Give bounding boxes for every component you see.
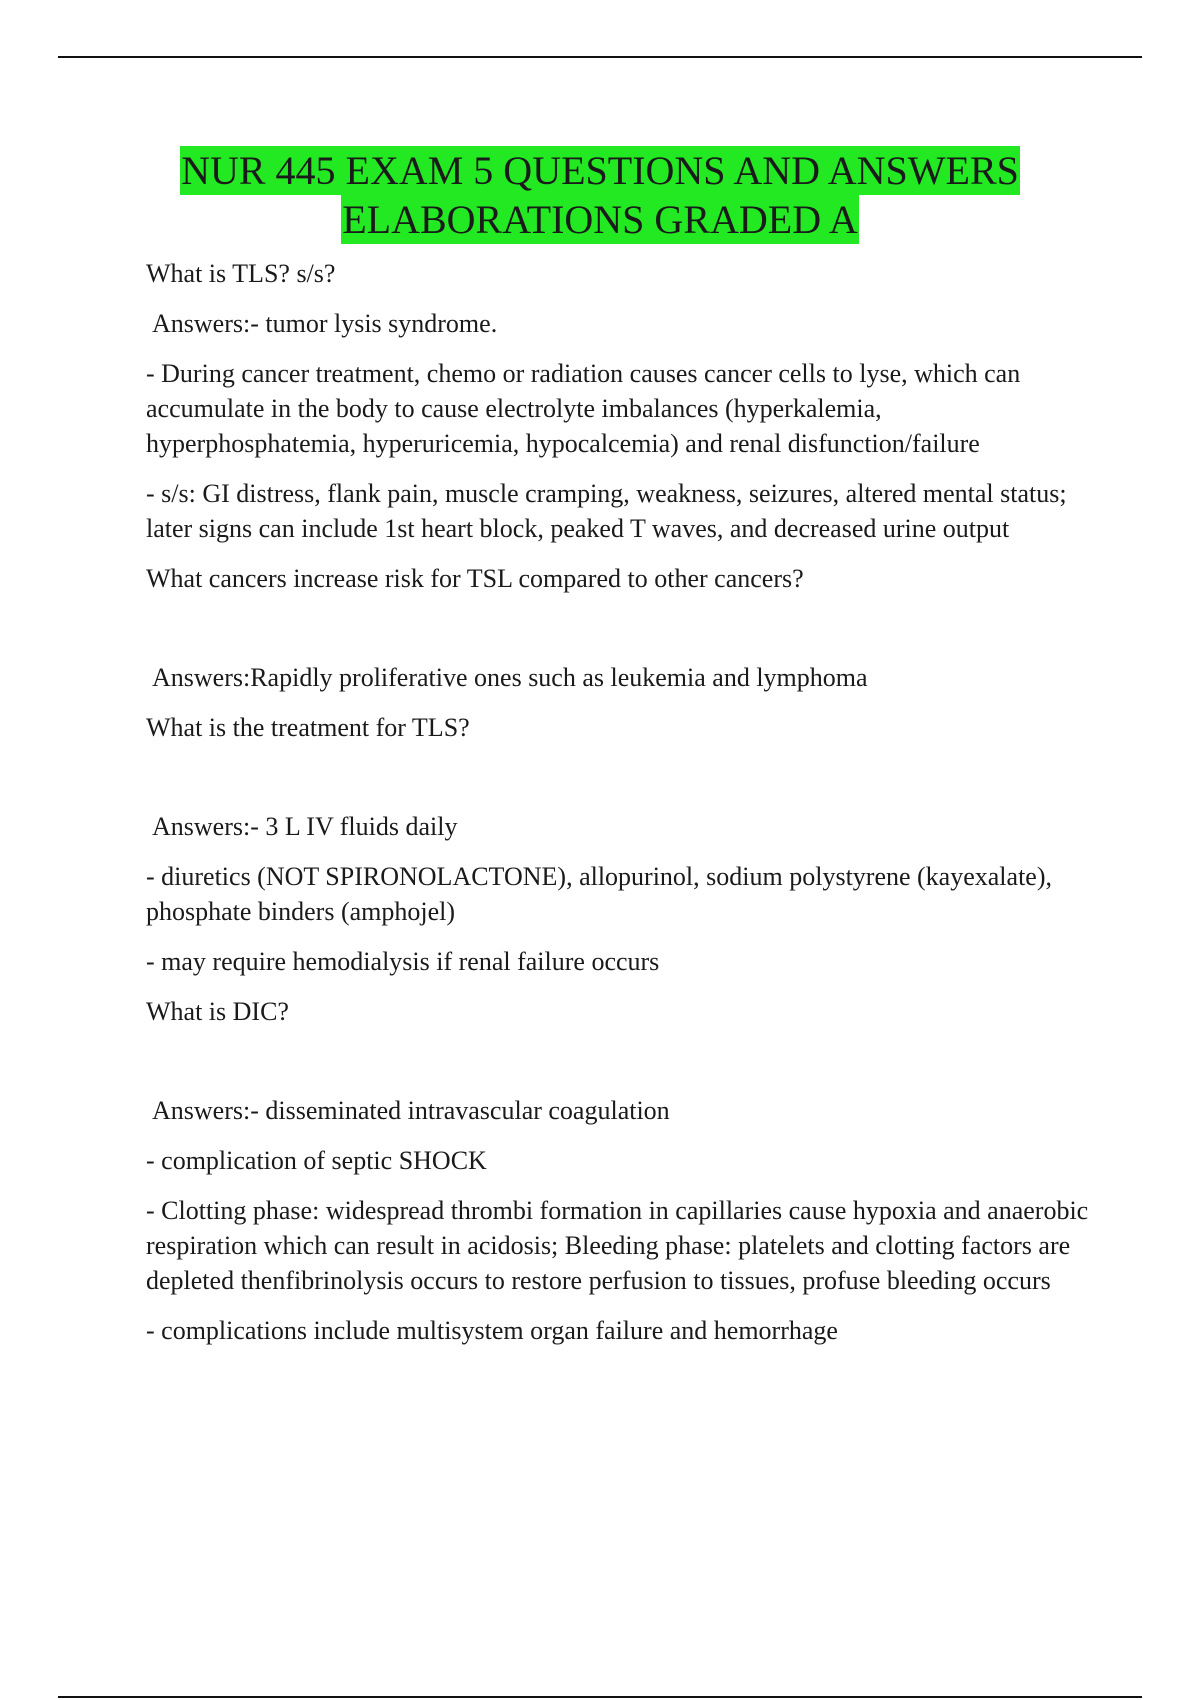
question-tls-treatment: What is the treatment for TLS? — [146, 713, 470, 742]
detail-tls-signs: - s/s: GI distress, flank pain, muscle cramping, weakness, seizures, altered mental status; later signs can include 1st heart block, peaked T waves, and decreased urine output — [146, 479, 1067, 543]
detail-dic-shock: - complication of septic SHOCK — [146, 1146, 487, 1175]
detail-tls-cause: - During cancer treatment, chemo or radiation causes cancer cells to lyse, which can accumulate in the body to cause electrolyte imbalances (hyperkalemia, hyperphosphatemia, hyperuricemia, hypocalcemia) and renal disfunction/failure — [146, 359, 1021, 458]
answer-tls: Answers:- tumor lysis syndrome. — [152, 309, 498, 338]
title-line-2: ELABORATIONS GRADED A — [342, 197, 858, 242]
detail-tls-meds: - diuretics (NOT SPIRONOLACTONE), allopurinol, sodium polystyrene (kayexalate), phosphate binders (amphojel) — [146, 862, 1052, 926]
question-dic: What is DIC? — [146, 997, 289, 1026]
detail-dic-phases: - Clotting phase: widespread thrombi formation in capillaries cause hypoxia and anaerobic respiration which can result in acidosis; Bleeding phase: platelets and clotting factors are depleted thenfibrinolysis occurs to restore perfusion to tissues, profuse bleeding occurs — [146, 1196, 1089, 1295]
question-tls-cancers: What cancers increase risk for TSL compared to other cancers? — [146, 564, 804, 593]
document-body — [146, 256, 1096, 1363]
detail-tls-dialysis: - may require hemodialysis if renal failure occurs — [146, 947, 660, 976]
top-divider — [58, 56, 1142, 58]
document-title — [0, 146, 1200, 244]
detail-dic-complications: - complications include multisystem organ failure and hemorrhage — [146, 1316, 838, 1345]
title-line-1: NUR 445 EXAM 5 QUESTIONS AND ANSWERS — [181, 148, 1019, 193]
answer-tls-cancers: Answers:Rapidly proliferative ones such as leukemia and lymphoma — [152, 663, 868, 692]
bottom-divider — [58, 1696, 1142, 1698]
question-tls: What is TLS? s/s? — [146, 259, 336, 288]
answer-dic: Answers:- disseminated intravascular coagulation — [152, 1096, 670, 1125]
answer-tls-treatment: Answers:- 3 L IV fluids daily — [152, 812, 458, 841]
